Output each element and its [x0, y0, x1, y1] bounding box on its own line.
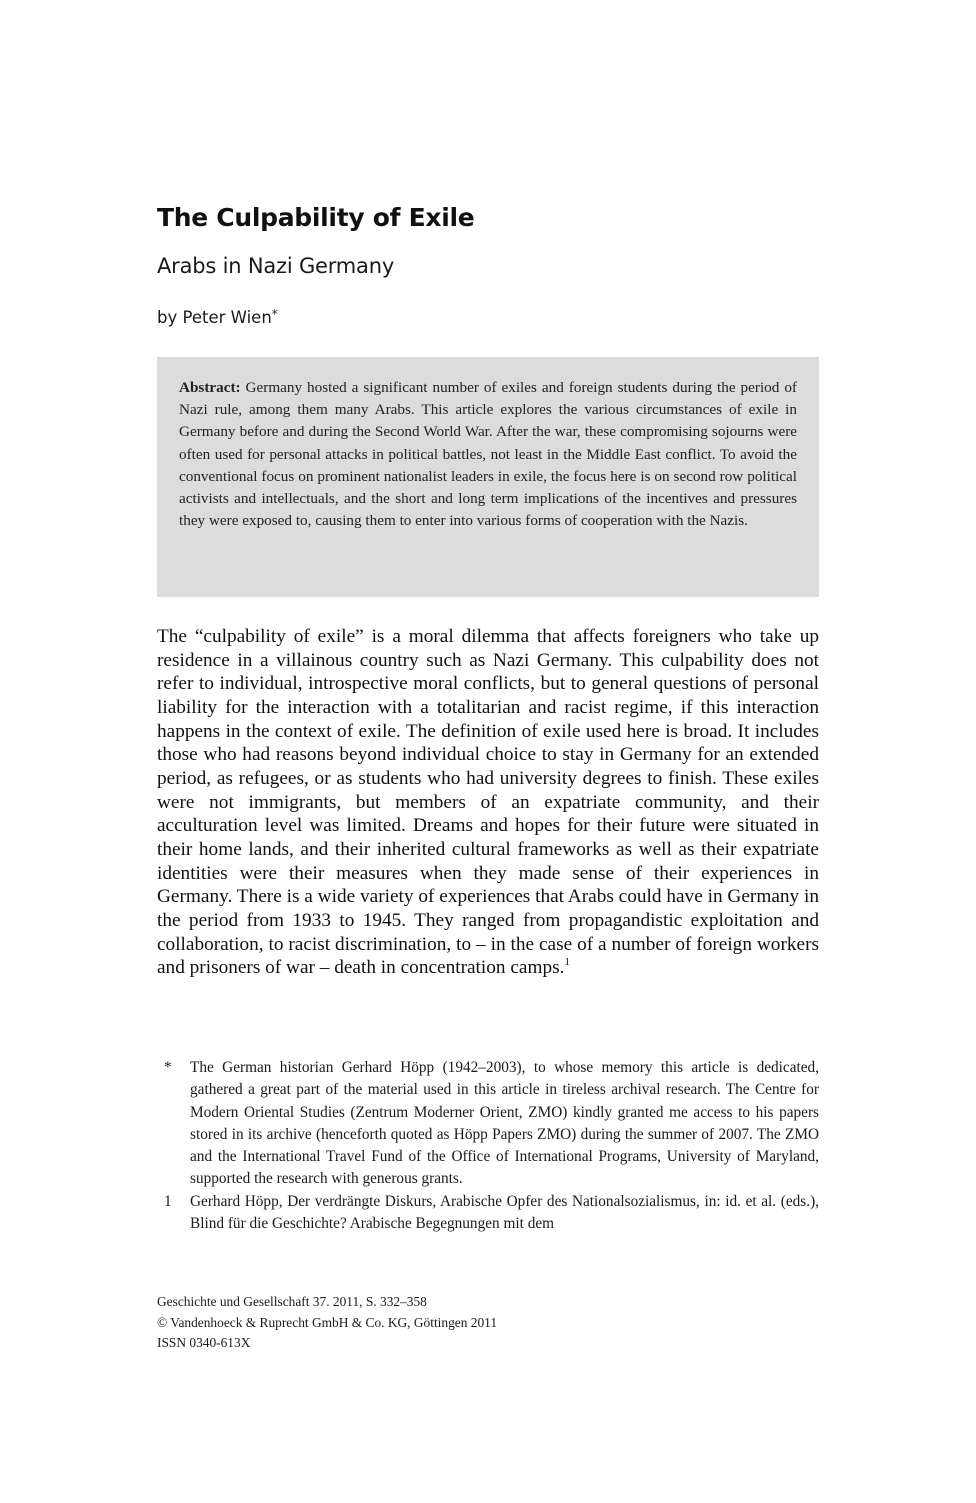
author-footnote-mark: * — [271, 307, 278, 321]
footnote-item — [163, 1191, 819, 1236]
footnote-mark: * — [164, 1059, 172, 1076]
abstract-body: Germany hosted a significant number of exiles and foreign students during the period of Nazi rule, among them many Arabs. This article explores the various circumstances of exile in Germany before and during the Second World War. After the war, these compromising sojourns were often used for personal attacks in political battles, not least in the Middle East conflict. To avoid the conventional focus on prominent nationalist leaders in exile, the focus here is on second row political activists and intellectuals, and the short and long term implications of the incentives and pressures they were exposed to, causing them to enter into various forms of cooperation with the Nazis. — [179, 379, 797, 530]
footnote-text: The German historian Gerhard Höpp (1942–2003), to whose memory this article is dedicated, gathered a great part of the material used in this article in tireless archival research. The Centre for Modern Oriental Studies (Zentrum Moderner Orient, ZMO) kindly granted me access to his papers stored in its archive (henceforth quoted as Höpp Papers ZMO) during the summer of 2007. The ZMO and the International Travel Fund of the Office of International Programs, University of Maryland, supported the research with generous grants. — [190, 1059, 819, 1188]
journal-imprint — [157, 1292, 497, 1354]
footnote-item — [163, 1057, 819, 1191]
abstract-text — [179, 377, 797, 532]
body-text: The “culpability of exile” is a moral dilemma that affects foreigners who take up residence in a villainous country such as Nazi Germany. This culpability does not refer to individual, introspective moral conflicts, but to general questions of personal liability for the interaction with a totalitarian and racist regime, if this interaction happens in the context of exile. The definition of exile used here is broad. It includes those who had reasons beyond individual choice to stay in Germany for an extended period, as refugees, or as students who had university degrees to finish. These exiles were not immigrants, but members of an expatriate community, and their acculturation level was limited. Dreams and hopes for their future were situated in their home lands, and their inherited cultural frameworks as well as their expatriate identities were their measures when they made sense of their experiences in Germany. There is a wide variety of experiences that Arabs could have in Germany in the period from 1933 to 1945. They ranged from propagandistic exploitation and collaboration, to racist discrimination, to – in the case of a number of foreign workers and prisoners of war – death in concentration camps. — [157, 626, 819, 979]
footnote-reference: 1 — [564, 956, 570, 969]
footnotes — [163, 1057, 819, 1235]
footnote-text: Gerhard Höpp, Der verdrängte Diskurs, Arabische Opfer des Nationalsozialismus, in: id. et al. (eds.), Blind für die Geschichte? Arabische Begegnungen mit dem — [190, 1192, 819, 1233]
author-name: by Peter Wien — [157, 308, 272, 327]
journal-citation: Geschichte und Gesellschaft 37. 2011, S. 332–358 — [157, 1294, 427, 1309]
abstract-label: Abstract: — [179, 379, 241, 396]
footnote-mark: 1 — [164, 1192, 172, 1210]
article-subtitle: Arabs in Nazi Germany — [157, 254, 395, 278]
byline — [157, 307, 278, 327]
copyright-notice: © Vandenhoeck & Ruprecht GmbH & Co. KG, Göttingen 2011 — [157, 1314, 498, 1330]
article-title: The Culpability of Exile — [157, 203, 475, 232]
body-paragraph — [157, 625, 819, 980]
issn: ISSN 0340-613X — [157, 1335, 251, 1350]
abstract-box — [157, 357, 819, 597]
